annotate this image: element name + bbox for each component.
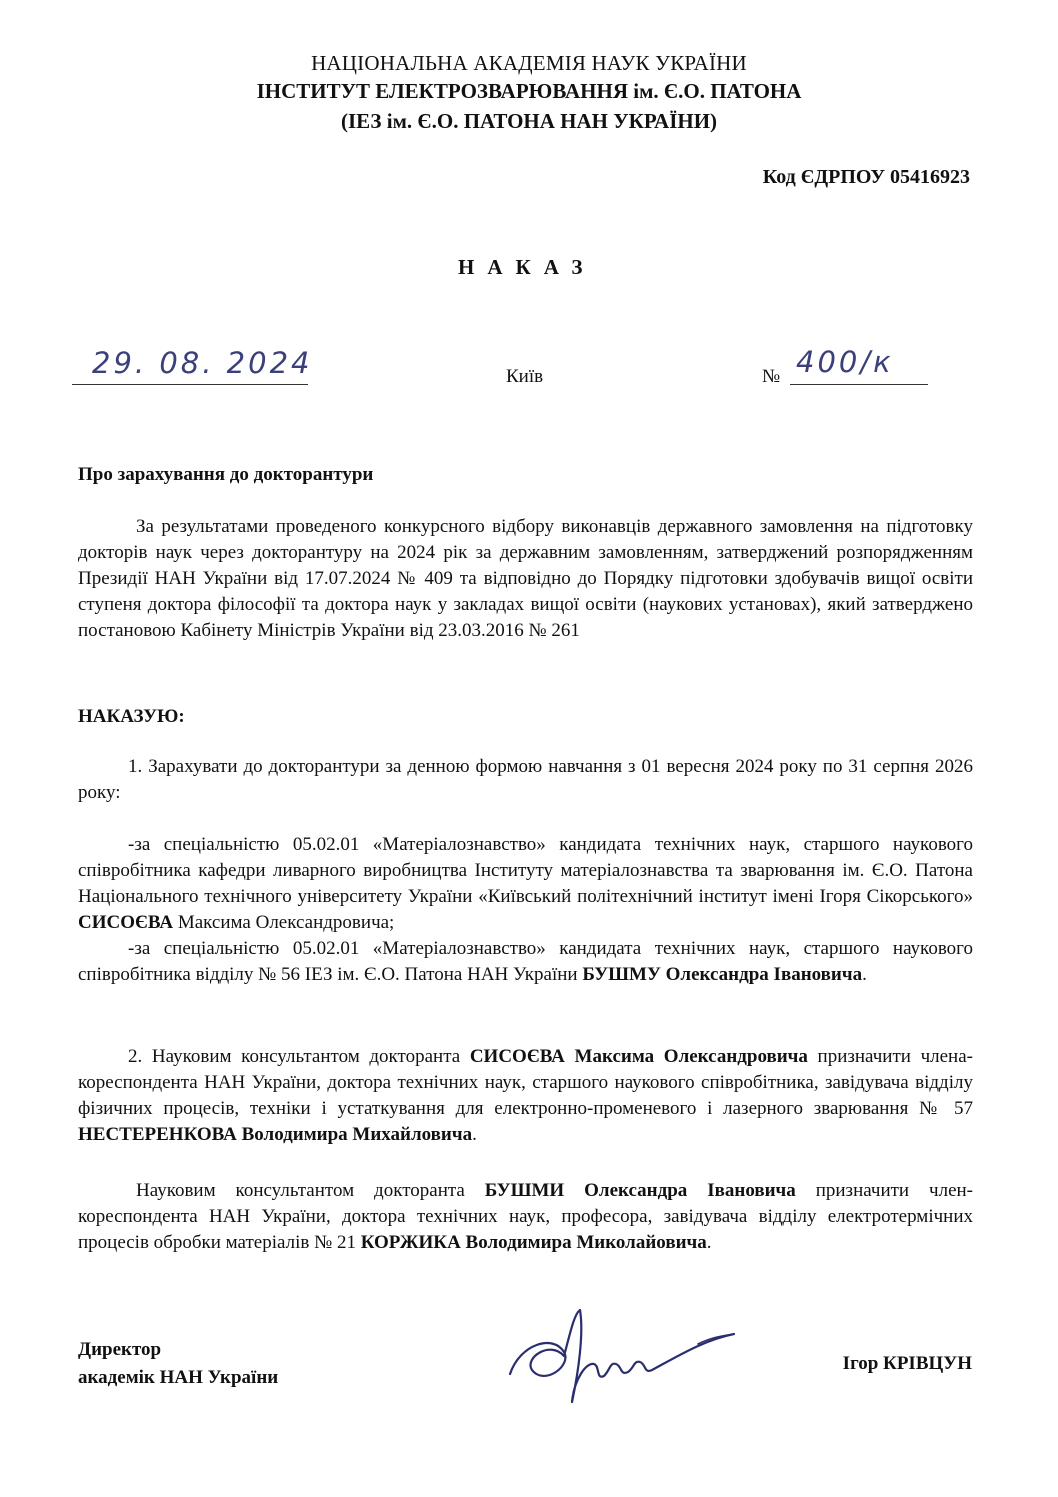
order-number-handwritten: 400/к <box>796 345 894 379</box>
number-underline <box>790 384 928 385</box>
clause-2-lead: 2. Науковим консультантом докторанта <box>128 1046 470 1067</box>
candidate-2-text: -за спеціальністю 05.02.01 «Матеріалознавство» кандидата технічних наук, старшого наукового співробітника відділу № 56 ІЕЗ ім. Є.О. Патона НАН України <box>78 938 973 985</box>
clause-2-tail: . <box>472 1124 477 1145</box>
order-date-handwritten: 29. 08. 2024 <box>92 346 313 380</box>
signatory-block <box>78 1336 278 1392</box>
clause-1-candidate-1 <box>78 832 973 936</box>
clause-2-doctoral-student: СИСОЄВА Максима Олександровича <box>469 1046 808 1067</box>
clause-2-text: призначити члена-кореспондента НАН України, доктора технічних наук, старшого наукового співробітника, завідувача відділу фізичних процесів, техніки і устаткування для електронно-променевого і лазерного зварювання № 57 <box>78 1046 973 1119</box>
academy-name: НАЦІОНАЛЬНА АКАДЕМІЯ НАУК УКРАЇНИ <box>311 51 747 75</box>
signatory-name: Ігор КРІВЦУН <box>842 1353 972 1374</box>
clause-2b-doctoral-student: БУШМИ Олександра Івановича <box>484 1180 796 1201</box>
clause-1-candidate-2 <box>78 936 973 988</box>
number-sign: № <box>762 366 781 387</box>
order-city: Київ <box>506 366 544 387</box>
candidate-1-surname: СИСОЄВА <box>78 912 174 933</box>
clause-2-second <box>78 1178 973 1256</box>
order-directive: НАКАЗУЮ: <box>78 706 185 727</box>
date-underline <box>72 384 308 385</box>
clause-2b-consultant: КОРЖИКА Володимира Миколайовича <box>360 1232 707 1253</box>
preamble-paragraph: За результатами проведеного конкурсного відбору виконавців державного замовлення на підготовку докторів наук через докторантуру на 2024 рік за державним замовленням, затверджений розпорядженням Президії НАН України від 17.07.2024 № 409 та відповідно до Порядку підготовки здобувачів вищої освіти ступеня доктора філософії та доктора наук у закладах вищої освіти (наукових установах), який затверджено постановою Кабінету Міністрів України від 23.03.2016 № 261 <box>78 516 973 641</box>
clause-1: 1. Зарахувати до докторантури за денною формою навчання з 01 вересня 2024 року по 31 серпня 2026 року: <box>78 756 973 803</box>
clause-2 <box>78 1044 973 1148</box>
order-subject: Про зарахування до докторантури <box>78 464 374 485</box>
handwritten-signature <box>498 1304 748 1414</box>
signatory-position: Директор <box>78 1339 162 1360</box>
signatory-rank: академік НАН України <box>78 1367 279 1388</box>
edrpou-code: Код ЄДРПОУ 05416923 <box>762 166 970 188</box>
institute-name: ІНСТИТУТ ЕЛЕКТРОЗВАРЮВАННЯ ім. Є.О. ПАТОНА <box>256 79 802 103</box>
document-title: НАКАЗ <box>458 255 596 279</box>
candidate-2-name: БУШМУ Олександра Івановича <box>582 964 863 985</box>
candidate-2-tail: . <box>862 964 867 985</box>
clause-2-consultant: НЕСТЕРЕНКОВА Володимира Михайловича <box>78 1124 473 1145</box>
clause-2b-text: призначити член-кореспондента НАН України, доктора технічних наук, професора, завідувача відділу електротермічних процесів обробки матеріалів № 21 <box>78 1180 974 1253</box>
candidate-1-text: -за спеціальністю 05.02.01 «Матеріалознавство» кандидата технічних наук, старшого наукового співробітника кафедри ливарного виробництва Інституту матеріалознавства та зварювання ім. Є.О. Патона Національного технічного університету України «Київський політехнічний інститут імені Ігоря Сікорського» <box>78 834 973 907</box>
clause-2b-tail: . <box>706 1232 712 1253</box>
institute-abbreviation: (ІЕЗ ім. Є.О. ПАТОНА НАН УКРАЇНИ) <box>340 109 718 133</box>
candidate-1-tail: Максима Олександровича; <box>173 912 395 933</box>
clause-2b-lead: Науковим консультантом докторанта <box>136 1180 485 1201</box>
